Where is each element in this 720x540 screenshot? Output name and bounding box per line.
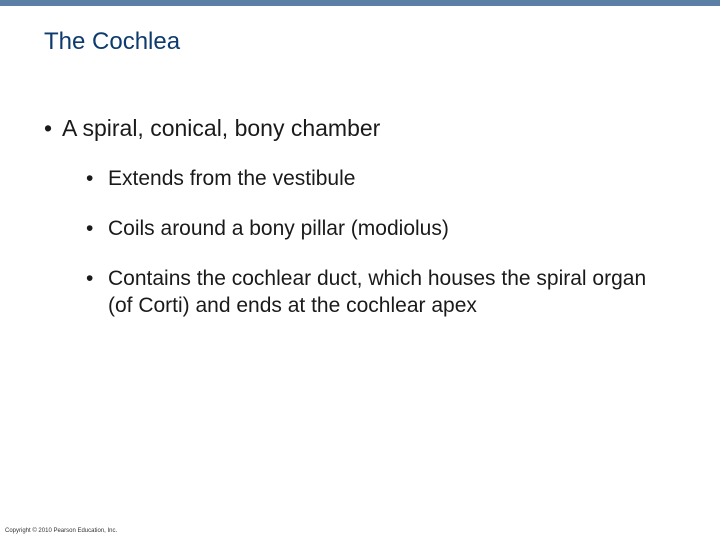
bullet-marker: • [86,166,94,190]
sub-bullet-text: Coils around a bony pillar (modiolus) [108,216,449,240]
sub-bullet-item [86,265,666,319]
bullet-list [44,114,684,342]
bullet-marker: • [44,115,53,141]
slide-title: The Cochlea [44,28,181,55]
bullet-marker: • [86,266,94,290]
sub-bullet-text: Contains the cochlear duct, which houses the spiral organ (of Corti) and ends at the cochlear apex [108,266,647,317]
main-bullet [44,114,684,143]
copyright-footer: Copyright © 2010 Pearson Education, Inc. [5,528,118,534]
top-accent-bar [0,0,720,6]
sub-bullet-item [86,165,666,192]
main-bullet-text: A spiral, conical, bony chamber [62,115,381,141]
bullet-marker: • [86,216,94,240]
sub-bullet-text: Extends from the vestibule [108,166,356,190]
sub-bullet-item [86,215,666,242]
sub-bullet-list [86,165,666,319]
